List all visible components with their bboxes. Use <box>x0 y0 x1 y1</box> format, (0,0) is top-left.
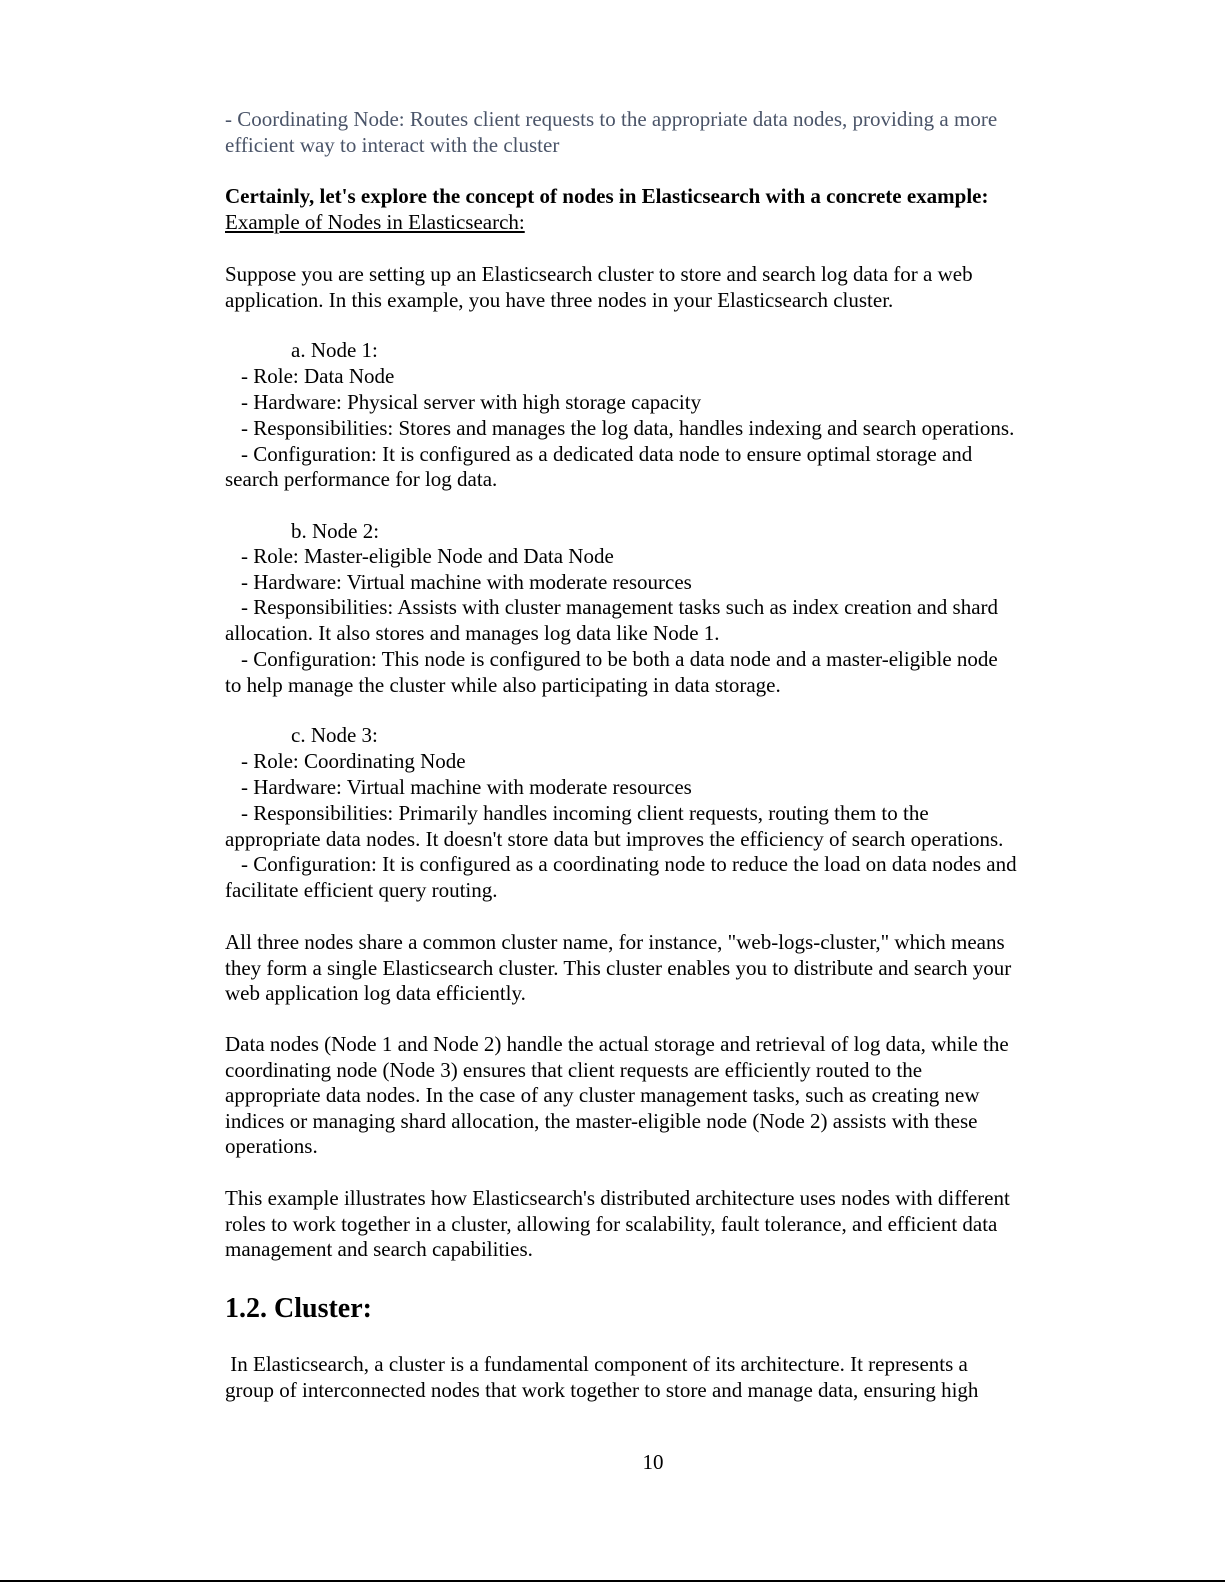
paragraph-line: they form a single Elasticsearch cluster. This cluster enables you to distribute and search your <box>225 956 1012 980</box>
paragraph-line: In Elasticsearch, a cluster is a fundamental component of its architecture. It represents a <box>225 1352 968 1376</box>
node-title: b. Node 2: <box>291 519 380 543</box>
node-detail: - Responsibilities: Stores and manages the log data, handles indexing and search operations. <box>241 416 1015 440</box>
node-detail: - Role: Data Node <box>241 364 395 388</box>
node-title: a. Node 1: <box>291 338 378 362</box>
node-detail: to help manage the cluster while also participating in data storage. <box>225 673 781 697</box>
node-detail: - Hardware: Physical server with high storage capacity <box>241 390 702 414</box>
node-detail: - Configuration: It is configured as a coordinating node to reduce the load on data nodes and <box>241 852 1017 876</box>
node-detail: - Hardware: Virtual machine with moderate resources <box>241 570 692 594</box>
paragraph-line: roles to work together in a cluster, allowing for scalability, fault tolerance, and efficient data <box>225 1212 998 1236</box>
paragraph-line: group of interconnected nodes that work together to store and manage data, ensuring high <box>225 1378 979 1402</box>
paragraph-line: application. In this example, you have three nodes in your Elasticsearch cluster. <box>225 288 894 312</box>
paragraph-line: appropriate data nodes. In the case of any cluster management tasks, such as creating new <box>225 1083 980 1107</box>
node-detail: - Configuration: It is configured as a dedicated data node to ensure optimal storage and <box>241 442 973 466</box>
node-detail: search performance for log data. <box>225 467 498 491</box>
paragraph-line: All three nodes share a common cluster name, for instance, "web-logs-cluster," which means <box>225 930 1005 954</box>
paragraph-line: Suppose you are setting up an Elasticsearch cluster to store and search log data for a web <box>225 262 973 286</box>
node-title: c. Node 3: <box>291 723 378 747</box>
node-detail: - Hardware: Virtual machine with moderate resources <box>241 775 692 799</box>
paragraph-line: coordinating node (Node 3) ensures that client requests are efficiently routed to the <box>225 1058 923 1082</box>
intro-line: - Coordinating Node: Routes client requests to the appropriate data nodes, providing a more <box>225 107 998 131</box>
example-subtitle: Example of Nodes in Elasticsearch: <box>225 210 525 234</box>
node-detail: appropriate data nodes. It doesn't store data but improves the efficiency of search operations. <box>225 827 1004 851</box>
node-detail: - Role: Coordinating Node <box>241 749 466 773</box>
paragraph-line: indices or managing shard allocation, the master-eligible node (Node 2) assists with these <box>225 1109 978 1133</box>
node-detail: - Responsibilities: Assists with cluster management tasks such as index creation and shard <box>241 595 999 619</box>
paragraph-line: This example illustrates how Elasticsearch's distributed architecture uses nodes with different <box>225 1186 1010 1210</box>
node-detail: - Responsibilities: Primarily handles incoming client requests, routing them to the <box>241 801 929 825</box>
paragraph-line: management and search capabilities. <box>225 1237 533 1261</box>
paragraph-line: Data nodes (Node 1 and Node 2) handle the actual storage and retrieval of log data, while the <box>225 1032 1009 1056</box>
paragraph-line: web application log data efficiently. <box>225 981 526 1005</box>
intro-line: efficient way to interact with the cluster <box>225 133 560 157</box>
example-lead: Certainly, let's explore the concept of nodes in Elasticsearch with a concrete example: <box>225 184 989 208</box>
node-detail: - Role: Master-eligible Node and Data Node <box>241 544 614 568</box>
section-heading: 1.2. Cluster: <box>225 1293 372 1324</box>
page-number: 10 <box>642 1450 664 1474</box>
paragraph-line: operations. <box>225 1134 318 1158</box>
page-bottom-rule <box>0 1580 1225 1582</box>
node-detail: - Configuration: This node is configured to be both a data node and a master-eligible node <box>241 647 998 671</box>
node-detail: allocation. It also stores and manages log data like Node 1. <box>225 621 720 645</box>
node-detail: facilitate efficient query routing. <box>225 878 498 902</box>
